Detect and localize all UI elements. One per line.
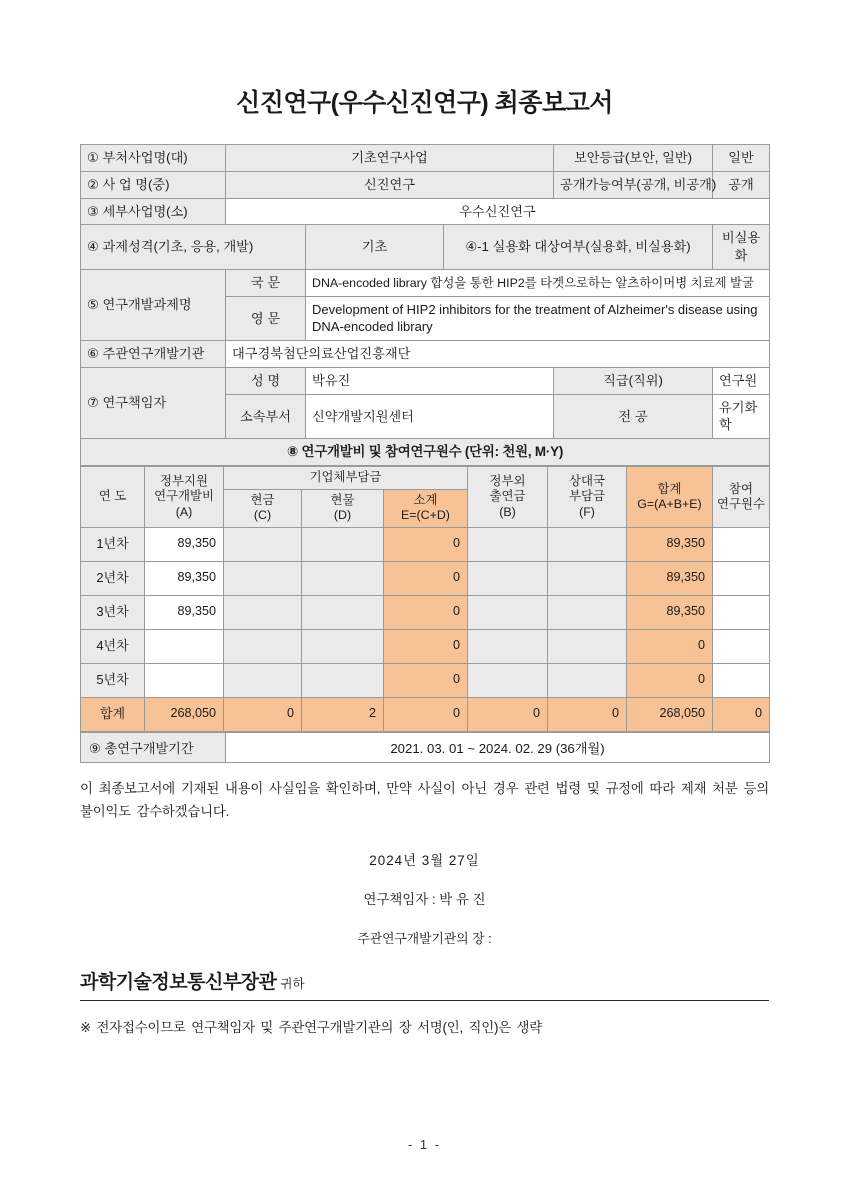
- budget-table-caption: ⑧ 연구개발비 및 참여연구원수 (단위: 천원, M·Y): [81, 439, 770, 466]
- budget-cell-nongov: [468, 527, 548, 561]
- partner-line3: (F): [579, 504, 595, 519]
- budget-header-partner-country: [548, 467, 627, 528]
- budget-row-year: 3년차: [81, 595, 145, 629]
- budget-cell-nongov: [468, 663, 548, 697]
- budget-cell-researchers: [713, 663, 770, 697]
- table-row: [81, 527, 770, 561]
- value-project-type: 기초: [306, 225, 444, 270]
- budget-table: [80, 466, 770, 732]
- label-program-name: ② 사 업 명(중): [81, 171, 226, 198]
- budget-cell-total: 89,350: [627, 561, 713, 595]
- budget-total-cash: 0: [224, 697, 302, 731]
- budget-cell-gov: 89,350: [145, 595, 224, 629]
- table-row-budget-caption: [81, 439, 770, 466]
- budget-cell-total: 0: [627, 663, 713, 697]
- budget-header-grand-total: [627, 467, 713, 528]
- signature-block: [80, 854, 769, 946]
- budget-cell-inkind: [302, 595, 384, 629]
- label-english-title: 영 문: [226, 296, 306, 340]
- page-number: - 1 -: [407, 1137, 442, 1152]
- label-pi-position: 직급(직위): [554, 367, 713, 394]
- table-row-research-period: [81, 732, 770, 762]
- value-security-grade: 일반: [713, 145, 770, 172]
- gov-funding-line3: (A): [175, 504, 193, 519]
- research-period-table: [80, 732, 770, 763]
- gov-funding-line1: 정부지원: [160, 473, 208, 488]
- budget-total-inkind: 2: [302, 697, 384, 731]
- label-pi-major: 전 공: [554, 394, 713, 439]
- value-research-period: 2021. 03. 01 ~ 2024. 02. 29 (36개월): [226, 732, 770, 762]
- label-disclosure: 공개가능여부(공개, 비공개): [554, 171, 713, 198]
- budget-cell-partner: [548, 595, 627, 629]
- budget-cell-cash: [224, 527, 302, 561]
- label-pi-department: 소속부서: [226, 394, 306, 439]
- budget-cell-partner: [548, 527, 627, 561]
- budget-cell-subtotal: 0: [384, 629, 468, 663]
- table-row: [81, 629, 770, 663]
- budget-cell-inkind: [302, 527, 384, 561]
- budget-total-gov: 268,050: [145, 697, 224, 731]
- budget-header-gov-funding: [145, 467, 224, 528]
- budget-header-company-share: 기업체부담금: [224, 467, 468, 490]
- project-info-table: [80, 144, 770, 466]
- nongov-line2: 출연금: [489, 489, 526, 504]
- budget-header-year: 연 도: [81, 467, 145, 528]
- value-pi-department: 신약개발지원센터: [306, 394, 554, 439]
- budget-cell-partner: [548, 663, 627, 697]
- table-row-title-korean: [81, 270, 770, 297]
- budget-cell-cash: [224, 595, 302, 629]
- value-disclosure: 공개: [713, 171, 770, 198]
- budget-cell-cash: [224, 629, 302, 663]
- label-project-type: ④ 과제성격(기초, 응용, 개발): [81, 225, 306, 270]
- budget-total-label: 합계: [81, 697, 145, 731]
- label-commercialization: ④-1 실용화 대상여부(실용화, 비실용화): [444, 225, 713, 270]
- budget-cell-subtotal: 0: [384, 527, 468, 561]
- table-row: [81, 663, 770, 697]
- budget-total-subtotal: 0: [384, 697, 468, 731]
- value-pi-major: 유기화학: [713, 394, 770, 439]
- label-subprogram-name: ③ 세부사업명(소): [81, 198, 226, 225]
- signature-omission-note: ※ 전자접수이므로 연구책임자 및 주관연구개발기관의 장 서명(인, 직인)은 생략: [80, 1020, 543, 1036]
- gov-funding-line2: 연구개발비: [154, 489, 214, 504]
- table-row: [81, 561, 770, 595]
- partner-line1: 상대국: [569, 473, 605, 488]
- budget-cell-nongov: [468, 629, 548, 663]
- subtotal-line1: 소계: [413, 492, 438, 507]
- inkind-line1: 현물: [330, 492, 355, 507]
- budget-cell-cash: [224, 663, 302, 697]
- table-row-subprogram-name: [81, 198, 770, 225]
- value-ministry-program: 기초연구사업: [226, 145, 554, 172]
- table-row: [81, 595, 770, 629]
- value-subprogram-name: 우수신진연구: [226, 198, 770, 225]
- budget-cell-gov: [145, 663, 224, 697]
- label-research-period: ⑨ 총연구개발기간: [81, 732, 226, 762]
- budget-total-researchers: 0: [713, 697, 770, 731]
- budget-cell-inkind: [302, 663, 384, 697]
- inkind-line2: (D): [333, 508, 352, 523]
- budget-total-grand: 268,050: [627, 697, 713, 731]
- label-security-grade: 보안등급(보안, 일반): [554, 145, 713, 172]
- confirmation-statement: 이 최종보고서에 기재된 내용이 사실임을 확인하며, 만약 사실이 아닌 경우 관련 법령 및 규정에 따라 제재 처분 등의 불이익도 감수하겠습니다.: [80, 780, 769, 820]
- budget-total-nongov: 0: [468, 697, 548, 731]
- value-korean-title: DNA-encoded library 합성을 통한 HIP2를 타겟으로하는 알츠하이머병 치료제 발굴: [306, 270, 770, 297]
- value-commercialization: 비실용화: [713, 225, 770, 270]
- table-row-host-institution: [81, 340, 770, 367]
- budget-cell-subtotal: 0: [384, 663, 468, 697]
- budget-row-year: 5년차: [81, 663, 145, 697]
- budget-cell-nongov: [468, 561, 548, 595]
- cash-line1: 현금: [250, 492, 275, 507]
- partner-line2: 부담금: [569, 489, 605, 504]
- label-pi-name: 성 명: [226, 367, 306, 394]
- budget-cell-total: 89,350: [627, 595, 713, 629]
- label-ministry-program: ① 부처사업명(대): [81, 145, 226, 172]
- page-title: 신진연구(우수신진연구) 최종보고서: [236, 89, 613, 117]
- budget-cell-researchers: [713, 561, 770, 595]
- researchers-line1: 참여: [729, 481, 753, 496]
- budget-cell-researchers: [713, 629, 770, 663]
- budget-cell-partner: [548, 629, 627, 663]
- nongov-line3: (B): [499, 504, 516, 519]
- budget-cell-nongov: [468, 595, 548, 629]
- budget-cell-inkind: [302, 629, 384, 663]
- budget-cell-subtotal: 0: [384, 595, 468, 629]
- label-host-institution: ⑥ 주관연구개발기관: [81, 340, 226, 367]
- table-row-project-type: [81, 225, 770, 270]
- table-row-program-name: [81, 171, 770, 198]
- budget-total-row: [81, 697, 770, 731]
- cash-line2: (C): [253, 508, 272, 523]
- budget-cell-total: 0: [627, 629, 713, 663]
- table-row-ministry-program: [81, 145, 770, 172]
- researchers-line2: 연구원수: [717, 497, 765, 512]
- budget-cell-partner: [548, 561, 627, 595]
- value-host-institution: 대구경북첨단의료산업진흥재단: [226, 340, 770, 367]
- subtotal-line2: E=(C+D): [401, 508, 450, 523]
- table-row-pi-name: [81, 367, 770, 394]
- budget-row-year: 2년차: [81, 561, 145, 595]
- signature-institution-head: 주관연구개발기관의 장 :: [357, 930, 492, 946]
- budget-header-row-1: [81, 467, 770, 490]
- label-korean-title: 국 문: [226, 270, 306, 297]
- budget-cell-inkind: [302, 561, 384, 595]
- label-project-title: ⑤ 연구개발과제명: [81, 270, 226, 341]
- budget-cell-gov: 89,350: [145, 527, 224, 561]
- value-pi-name: 박유진: [306, 367, 554, 394]
- budget-row-year: 1년차: [81, 527, 145, 561]
- budget-total-partner: 0: [548, 697, 627, 731]
- budget-cell-subtotal: 0: [384, 561, 468, 595]
- budget-header-researcher-count: [713, 467, 770, 528]
- budget-cell-total: 89,350: [627, 527, 713, 561]
- addressee-title: 과학기술정보통신부장관: [80, 972, 277, 994]
- budget-cell-researchers: [713, 527, 770, 561]
- value-pi-position: 연구원: [713, 367, 770, 394]
- value-english-title: Development of HIP2 inhibitors for the treatment of Alzheimer's disease using DNA-encoded library: [306, 296, 770, 340]
- budget-cell-researchers: [713, 595, 770, 629]
- budget-cell-cash: [224, 561, 302, 595]
- grand-total-line2: G=(A+B+E): [637, 497, 702, 512]
- budget-row-year: 4년차: [81, 629, 145, 663]
- grand-total-line1: 합계: [657, 481, 682, 496]
- signature-date: 2024년 3월 27일: [369, 852, 480, 868]
- value-program-name: 신진연구: [226, 171, 554, 198]
- signature-researcher: 연구책임자 : 박 유 진: [363, 892, 486, 908]
- addressee: [80, 967, 769, 1001]
- budget-header-inkind: [302, 489, 384, 527]
- budget-header-subtotal: [384, 489, 468, 527]
- label-principal-investigator: ⑦ 연구책임자: [81, 367, 226, 438]
- nongov-line1: 정부외: [489, 473, 526, 488]
- budget-cell-gov: [145, 629, 224, 663]
- budget-header-nongov-contribution: [468, 467, 548, 528]
- budget-header-cash: [224, 489, 302, 527]
- addressee-honorific: 귀하: [280, 977, 305, 992]
- budget-cell-gov: 89,350: [145, 561, 224, 595]
